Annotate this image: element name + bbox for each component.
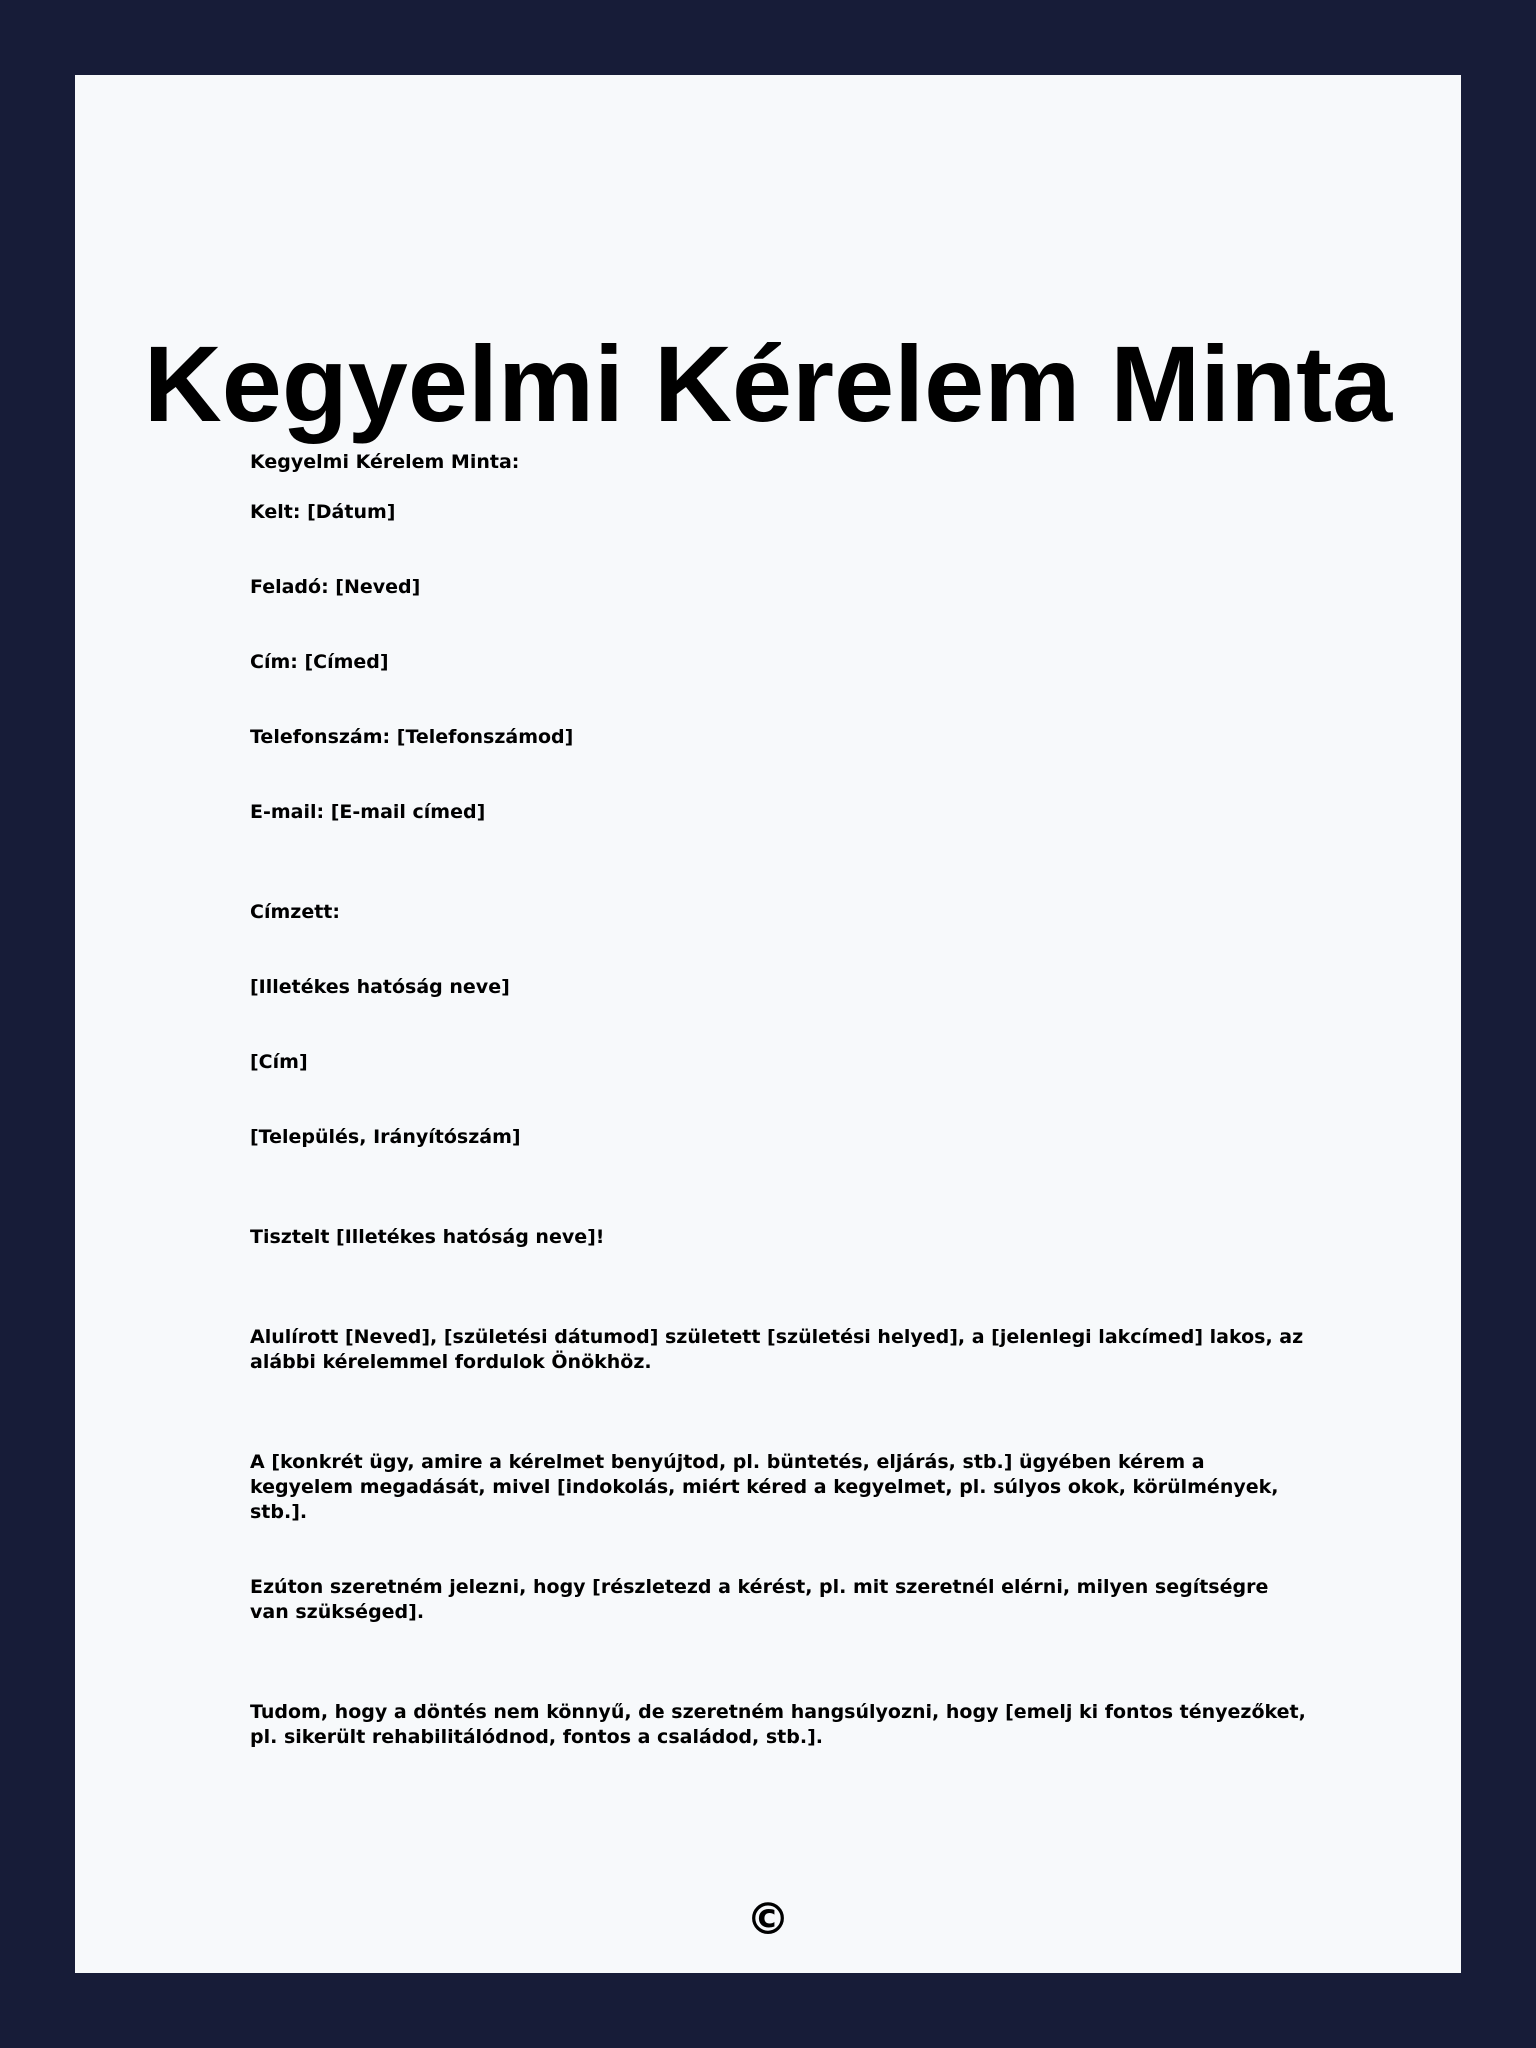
email-line: E-mail: [E-mail címed] <box>250 801 486 823</box>
body-paragraph: Tudom, hogy a döntés nem könnyű, de szeretném hangsúlyozni, hogy [emelj ki fontos tényezőket, pl. sikerült rehabilitálódnod, fontos a családod, stb.]. <box>250 1701 1306 1748</box>
document-subheading: Kegyelmi Kérelem Minta: <box>250 451 520 473</box>
recipient-name: [Illetékes hatóság neve] <box>250 976 510 998</box>
body-paragraph: Alulírott [Neved], [születési dátumod] született [születési helyed], a [jelenlegi lakcímed] lakos, az alábbi kérelemmel fordulok Önökhöz. <box>250 1326 1304 1373</box>
recipient-city: [Település, Irányítószám] <box>250 1126 521 1148</box>
copyright-icon: © <box>746 1894 790 1945</box>
body-paragraph: Ezúton szeretném jelezni, hogy [részletezd a kérést, pl. mit szeretnél elérni, milyen segítségre van szükséged]. <box>250 1576 1269 1623</box>
address-line: Cím: [Címed] <box>250 651 389 673</box>
body-paragraph: A [konkrét ügy, amire a kérelmet benyújtod, pl. büntetés, eljárás, stb.] ügyében kérem a kegyelem megadását, mivel [indokolás, miért kéred a kegyelmet, pl. súlyos okok, körülmények, stb.]. <box>250 1451 1279 1523</box>
recipient-label: Címzett: <box>250 901 340 923</box>
phone-line: Telefonszám: [Telefonszámod] <box>250 726 574 748</box>
document-page <box>75 75 1461 1973</box>
date-line: Kelt: [Dátum] <box>250 501 396 523</box>
sender-line: Feladó: [Neved] <box>250 576 421 598</box>
salutation: Tisztelt [Illetékes hatóság neve]! <box>250 1226 605 1248</box>
recipient-address: [Cím] <box>250 1051 308 1073</box>
document-title: Kegyelmi Kérelem Minta <box>143 323 1393 444</box>
